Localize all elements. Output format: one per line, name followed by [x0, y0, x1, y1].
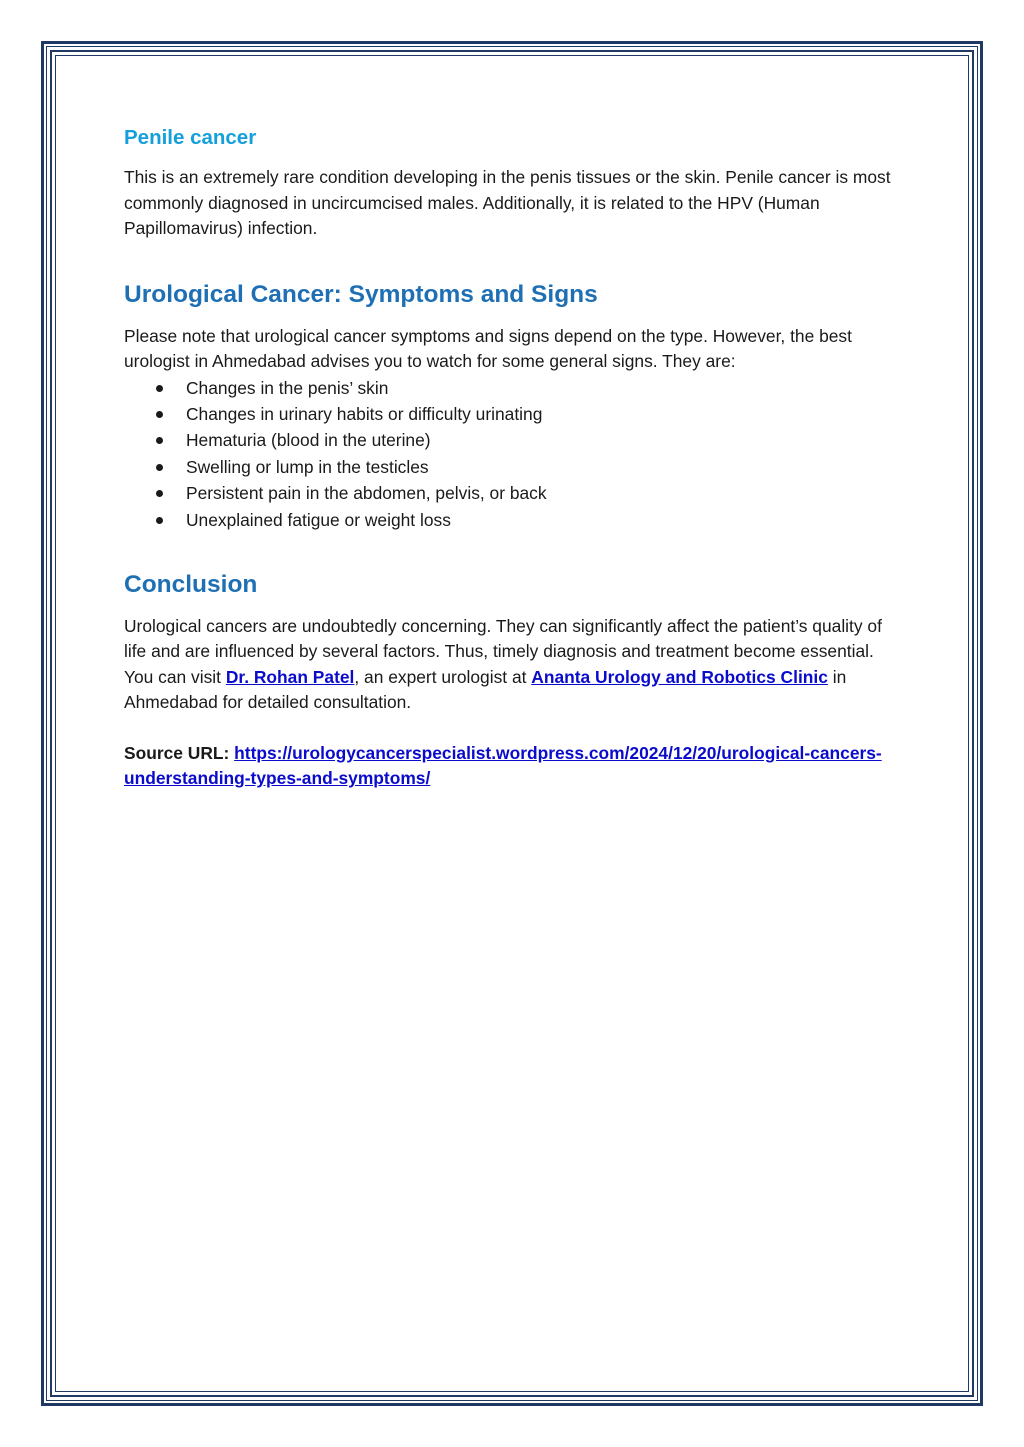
conclusion-heading: Conclusion: [124, 570, 258, 598]
document-content: [124, 124, 904, 792]
list-item: [124, 507, 904, 533]
bullet-icon: [156, 385, 163, 392]
list-item: [124, 480, 904, 506]
symptoms-heading: Urological Cancer: Symptoms and Signs: [124, 280, 598, 308]
list-item-text: Changes in the penis’ skin: [186, 377, 389, 398]
conclusion-text-3: in Ahmedabad for detailed consultation.: [124, 666, 847, 713]
bullet-icon: [156, 411, 163, 418]
list-item: [124, 375, 904, 401]
conclusion-text-1: Urological cancers are undoubtedly concerning. They can significantly affect the patient’s quality of life and are influenced by several factors. Thus, timely diagnosis and treatment become essential. You can visit: [124, 615, 882, 687]
penile-cancer-heading: Penile cancer: [124, 126, 257, 149]
source-url-link[interactable]: https://urologycancerspecialist.wordpress.com/2024/12/20/urological-cancers-understanding-types-and-symptoms/: [124, 742, 882, 789]
list-item: [124, 454, 904, 480]
doctor-link[interactable]: Dr. Rohan Patel: [225, 666, 355, 687]
source-line: [124, 741, 904, 792]
list-item-text: Hematuria (blood in the uterine): [186, 430, 431, 451]
list-item-text: Unexplained fatigue or weight loss: [186, 509, 451, 530]
conclusion-paragraph: [124, 614, 904, 716]
list-item: [124, 401, 904, 427]
symptoms-intro: Please note that urological cancer symptoms and signs depend on the type. However, the best urologist in Ahmedabad advises you to watch for some general signs. They are:: [124, 325, 852, 371]
list-item-text: Changes in urinary habits or difficulty urinating: [186, 403, 543, 424]
symptoms-list: [124, 375, 904, 533]
penile-cancer-paragraph: This is an extremely rare condition developing in the penis tissues or the skin. Penile cancer is most commonly diagnosed in uncircumcised males. Additionally, it is related to the HPV (Human Papillomavirus) infection.: [124, 167, 891, 238]
conclusion-text-2: , an expert urologist at: [354, 666, 532, 687]
list-item: [124, 427, 904, 453]
bullet-icon: [156, 490, 163, 497]
bullet-icon: [156, 464, 163, 471]
source-label: Source URL:: [124, 742, 235, 763]
bullet-icon: [156, 437, 163, 444]
clinic-link[interactable]: Ananta Urology and Robotics Clinic: [531, 666, 828, 687]
bullet-icon: [156, 517, 163, 524]
list-item-text: Persistent pain in the abdomen, pelvis, or back: [186, 483, 547, 504]
list-item-text: Swelling or lump in the testicles: [186, 456, 429, 477]
